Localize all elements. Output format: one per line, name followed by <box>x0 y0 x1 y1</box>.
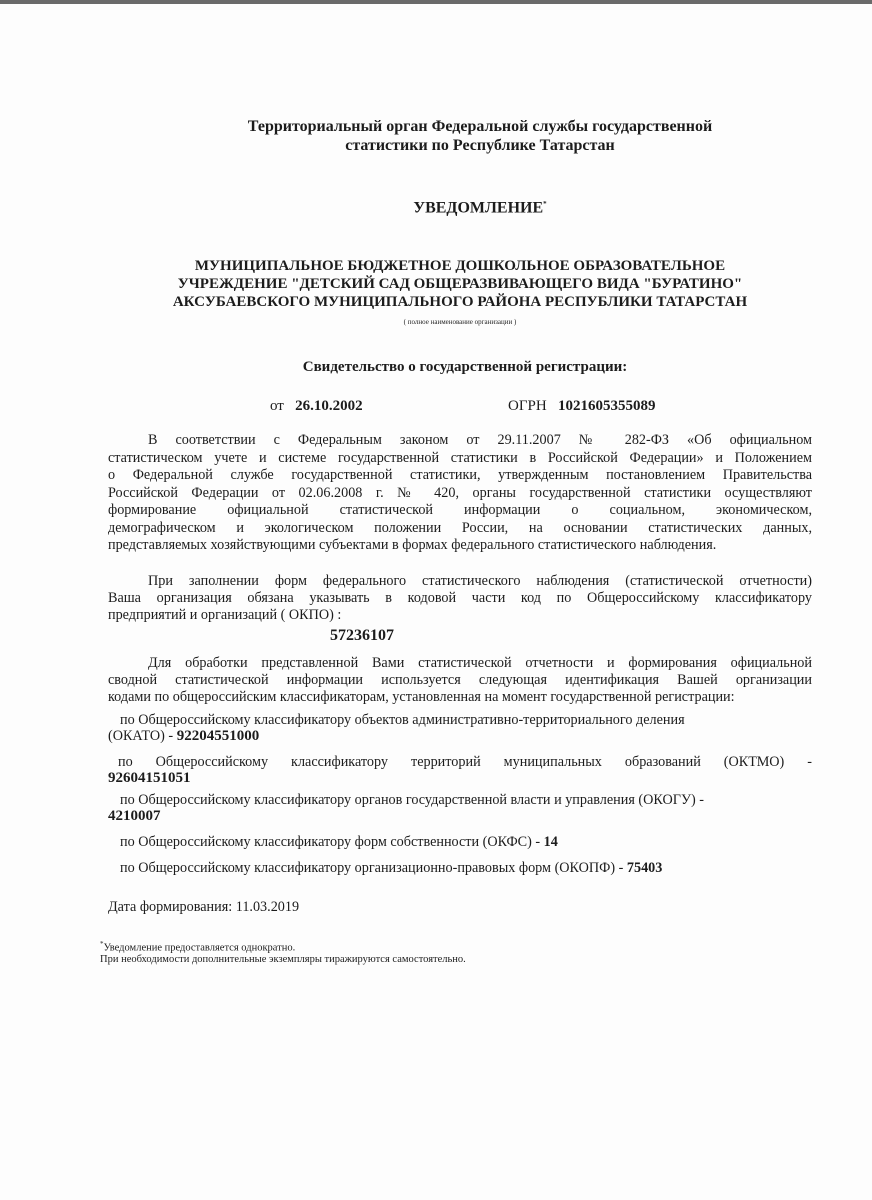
footnote-mark: * <box>100 940 104 948</box>
oktmo-code: 92604151051 <box>108 770 191 786</box>
para2-line: При заполнении форм федерального статистического наблюдения (статистической отчетности) <box>148 573 812 589</box>
okato-code: 92204551000 <box>176 728 260 744</box>
para1-line: В соответствии с Федеральным законом от 29.11.2007 № 282-ФЗ «Об официальном <box>148 432 812 448</box>
org-name-caption: ( полное наименование организации ) <box>403 318 517 326</box>
oktmo-text: по Общероссийскому классификатору территорий муниципальных образований (ОКТМО) - <box>118 754 812 770</box>
okato-line <box>108 728 259 745</box>
certificate-heading: Свидетельство о государственной регистрации: <box>302 359 628 375</box>
okato-label: (ОКАТО) - <box>108 728 177 744</box>
document-title <box>330 196 630 216</box>
title-text: УВЕДОМЛЕНИЕ <box>413 199 544 217</box>
certificate-date <box>270 398 363 415</box>
org-name-line-2: УЧРЕЖДЕНИЕ "ДЕТСКИЙ САД ОБЩЕРАЗВИВАЮЩЕГО ВИДА "БУРАТИНО" <box>177 276 743 292</box>
org-name-line-3: АКСУБАЕВСКОГО МУНИЦИПАЛЬНОГО РАЙОНА РЕСПУБЛИКИ ТАТАРСТАН <box>172 294 748 310</box>
okogu-code: 4210007 <box>108 808 161 824</box>
okogu-text: по Общероссийскому классификатору органов государственной власти и управления (ОКОГУ) - <box>120 792 705 808</box>
para3-line: Для обработки представленной Вами статистической отчетности и формирования официальной <box>148 655 812 671</box>
ogrn-label: ОГРН <box>508 398 547 414</box>
title-footnote-mark: * <box>543 200 547 208</box>
para1-line: статистическом учете и системе государственной статистики в Российской Федерации» и Положением <box>108 449 812 466</box>
okpo-code: 57236107 <box>330 627 394 644</box>
footnote-text: Уведомление предоставляется однократно. <box>103 942 296 954</box>
para1-line: представляемых хозяйствующими субъектами в формах федерального статистического наблюдения. <box>108 537 717 553</box>
okato-text: по Общероссийскому классификатору объектов административно-территориального деления <box>120 712 685 728</box>
okfs-label: по Общероссийскому классификатору форм собственности (ОКФС) - <box>120 834 544 850</box>
para1-line: о Федеральной службе государственной статистики, утвержденным постановлением Правительства <box>108 467 812 483</box>
para2-line: предприятий и организаций ( ОКПО) : <box>108 607 342 623</box>
certificate-ogrn <box>508 398 655 415</box>
date-value: 26.10.2002 <box>295 398 363 414</box>
date-formed: Дата формирования: 11.03.2019 <box>108 899 300 915</box>
para1-line: Российской Федерации от 02.06.2008 г. № 420, органы государственной статистики осуществляют <box>108 484 812 501</box>
header-line-1: Территориальный орган Федеральной службы государственной <box>247 118 713 135</box>
header-line-2: статистики по Республике Татарстан <box>345 137 615 154</box>
org-name-line-1: МУНИЦИПАЛЬНОЕ БЮДЖЕТНОЕ ДОШКОЛЬНОЕ ОБРАЗОВАТЕЛЬНОЕ <box>194 258 726 274</box>
okfs-line <box>120 834 558 851</box>
date-label: от <box>270 398 284 414</box>
okopf-code: 75403 <box>626 860 663 876</box>
para3-line: кодами по общероссийским классификаторам, установленная на момент государственной регистрации: <box>108 689 735 705</box>
okopf-line <box>120 860 662 877</box>
para2-line: Ваша организация обязана указывать в кодовой части код по Общероссийскому классификатору <box>108 590 812 606</box>
para1-line: формирование официальной статистической информации о социальном, экономическом, <box>108 502 812 518</box>
para3-line: сводной статистической информации используется следующая идентификация Вашей организации <box>108 672 812 688</box>
okfs-code: 14 <box>543 834 558 850</box>
para1-line: демографическом и экологическом положении России, на основании статистических данных, <box>108 519 812 536</box>
okopf-label: по Общероссийскому классификатору организационно-правовых форм (ОКОПФ) - <box>120 860 627 876</box>
ogrn-value: 1021605355089 <box>557 398 656 414</box>
footnote-line-2: При необходимости дополнительные экземпляры тиражируются самостоятельно. <box>100 954 466 965</box>
